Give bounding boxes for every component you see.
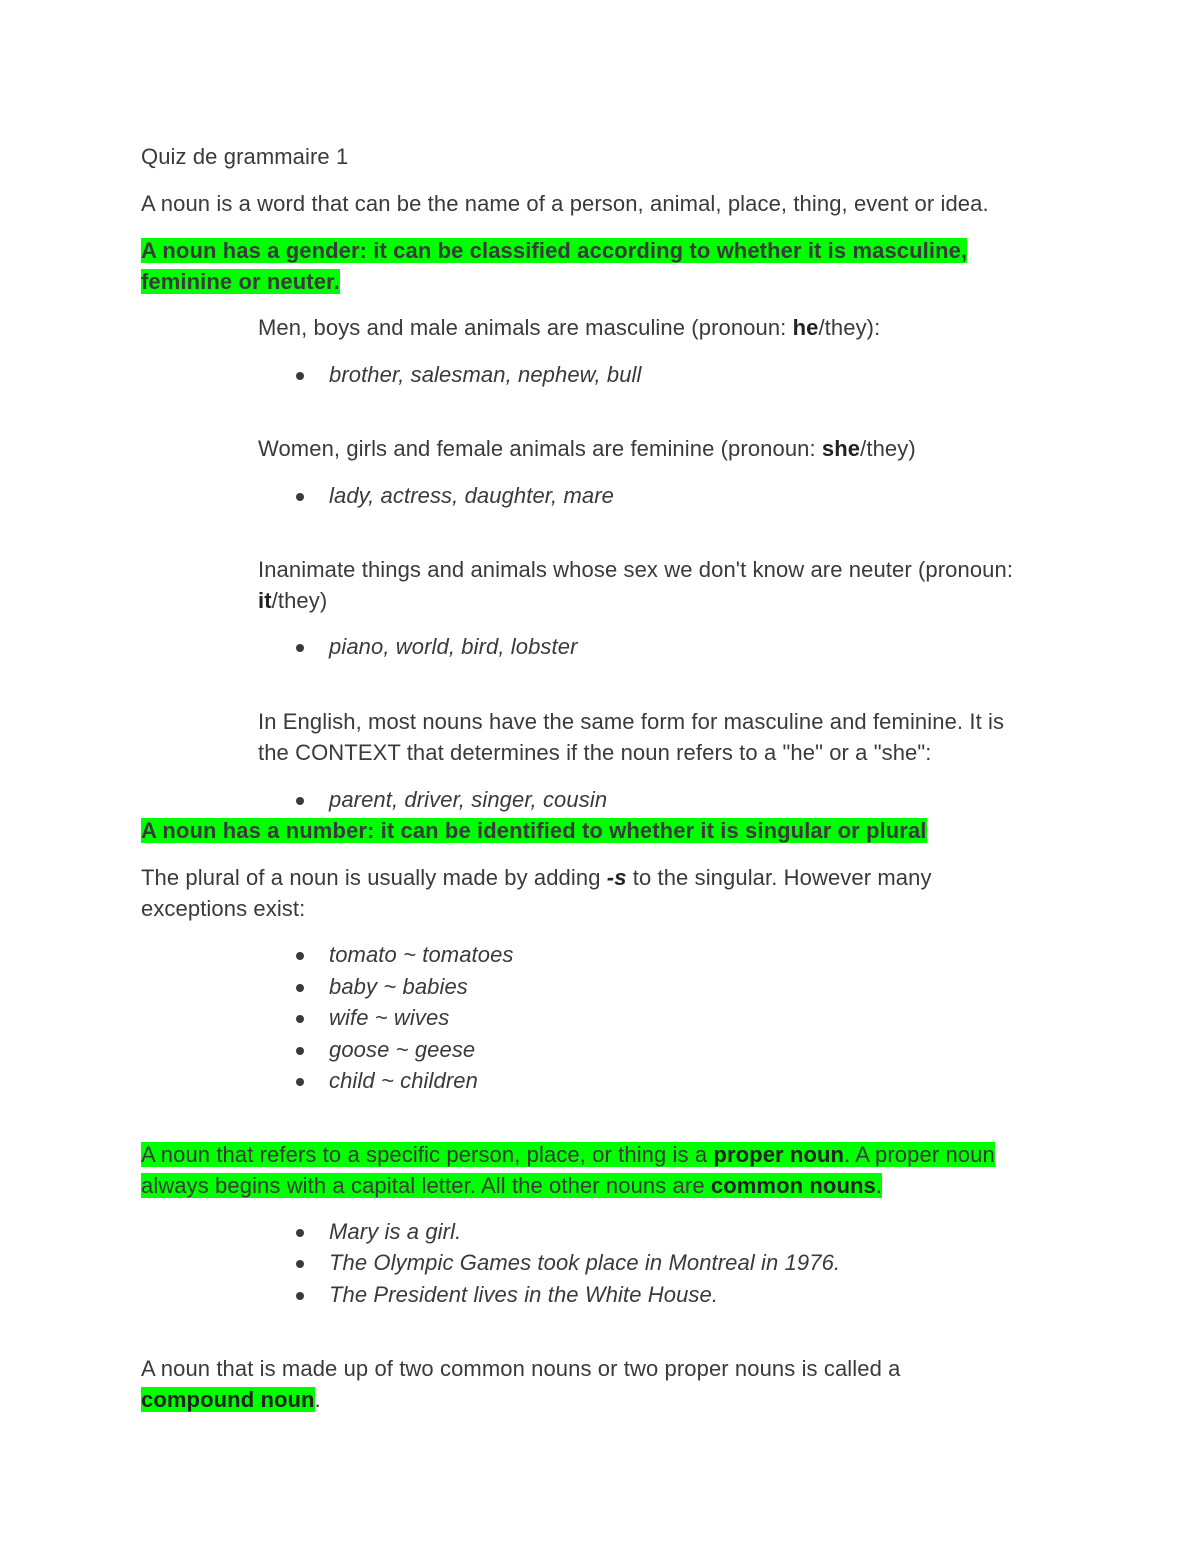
bullet-icon (296, 1078, 304, 1086)
plural-text: The plural of a noun is usually made by adding (141, 865, 607, 890)
proper-noun-term: proper noun (713, 1142, 845, 1167)
neuter-paragraph-line2 (258, 585, 327, 616)
feminine-example: lady, actress, daughter, mare (329, 483, 614, 508)
bullet-icon (296, 1047, 304, 1055)
compound-paragraph-line2 (141, 1384, 321, 1415)
neuter-text-end: /they) (271, 588, 328, 613)
bullet-icon (296, 1015, 304, 1023)
bullet-icon (296, 1229, 304, 1237)
page-title: Quiz de grammaire 1 (141, 144, 349, 169)
bullet-icon (296, 372, 304, 380)
masculine-text: Men, boys and male animals are masculine (pronoun: (258, 315, 793, 340)
proper-text: A noun that refers to a specific person, place, or thing is a (141, 1142, 714, 1167)
bullet-icon (296, 493, 304, 501)
proper-example: Mary is a girl. (329, 1219, 462, 1244)
gender-heading-cont (141, 266, 340, 297)
bullet-icon (296, 1260, 304, 1268)
plural-example: tomato ~ tomatoes (329, 942, 514, 967)
gender-heading-line2: feminine or neuter. (141, 269, 340, 294)
feminine-paragraph (258, 433, 916, 464)
feminine-text-end: /they) (860, 436, 916, 461)
neuter-paragraph-line1: Inanimate things and animals whose sex we don't know are neuter (pronoun: (258, 557, 1014, 582)
masculine-text-end: /they): (818, 315, 881, 340)
common-noun-term: common nouns (710, 1173, 876, 1198)
plural-text-end: to the singular. However many (626, 865, 932, 890)
proper-example: The Olympic Games took place in Montreal in 1976. (329, 1250, 841, 1275)
number-heading-text: A noun has a number: it can be identified to whether it is singular or plural (141, 818, 927, 843)
compound-text-end: . (314, 1387, 321, 1412)
context-paragraph-line2: the CONTEXT that determines if the noun refers to a "he" or a "she": (258, 740, 932, 765)
gender-heading (141, 235, 967, 266)
bullet-icon (296, 644, 304, 652)
feminine-pronoun: she (821, 436, 861, 461)
masculine-paragraph (258, 312, 880, 343)
number-heading (141, 815, 927, 846)
masculine-example: brother, salesman, nephew, bull (329, 362, 642, 387)
plural-example: goose ~ geese (329, 1037, 476, 1062)
neuter-example: piano, world, bird, lobster (329, 634, 578, 659)
proper-example: The President lives in the White House. (329, 1282, 719, 1307)
plural-paragraph-line2: exceptions exist: (141, 896, 306, 921)
context-example: parent, driver, singer, cousin (329, 787, 608, 812)
proper-text-end: . A proper noun (844, 1142, 995, 1167)
gender-heading-line1: A noun has a gender: it can be classified according to whether it is masculine, (141, 238, 968, 263)
feminine-text: Women, girls and female animals are feminine (pronoun: (258, 436, 822, 461)
bullet-icon (296, 984, 304, 992)
compound-noun-term: compound noun (141, 1387, 315, 1412)
neuter-pronoun: it (258, 588, 272, 613)
plural-example: child ~ children (329, 1068, 478, 1093)
intro-paragraph: A noun is a word that can be the name of a person, animal, place, thing, event or idea. (141, 191, 989, 216)
proper-paragraph-line2 (141, 1170, 882, 1201)
compound-paragraph-line1: A noun that is made up of two common nouns or two proper nouns is called a (141, 1356, 901, 1381)
bullet-icon (296, 797, 304, 805)
plural-suffix: -s (606, 865, 627, 890)
plural-example: wife ~ wives (329, 1005, 450, 1030)
common-text-end: . (875, 1173, 883, 1198)
proper-paragraph-line1 (141, 1139, 995, 1170)
context-paragraph-line1: In English, most nouns have the same form for masculine and feminine. It is (258, 709, 1005, 734)
plural-example: baby ~ babies (329, 974, 468, 999)
bullet-icon (296, 952, 304, 960)
common-text: always begins with a capital letter. All the other nouns are (141, 1173, 711, 1198)
masculine-pronoun: he (792, 315, 819, 340)
plural-paragraph-line1 (141, 862, 932, 893)
bullet-icon (296, 1292, 304, 1300)
